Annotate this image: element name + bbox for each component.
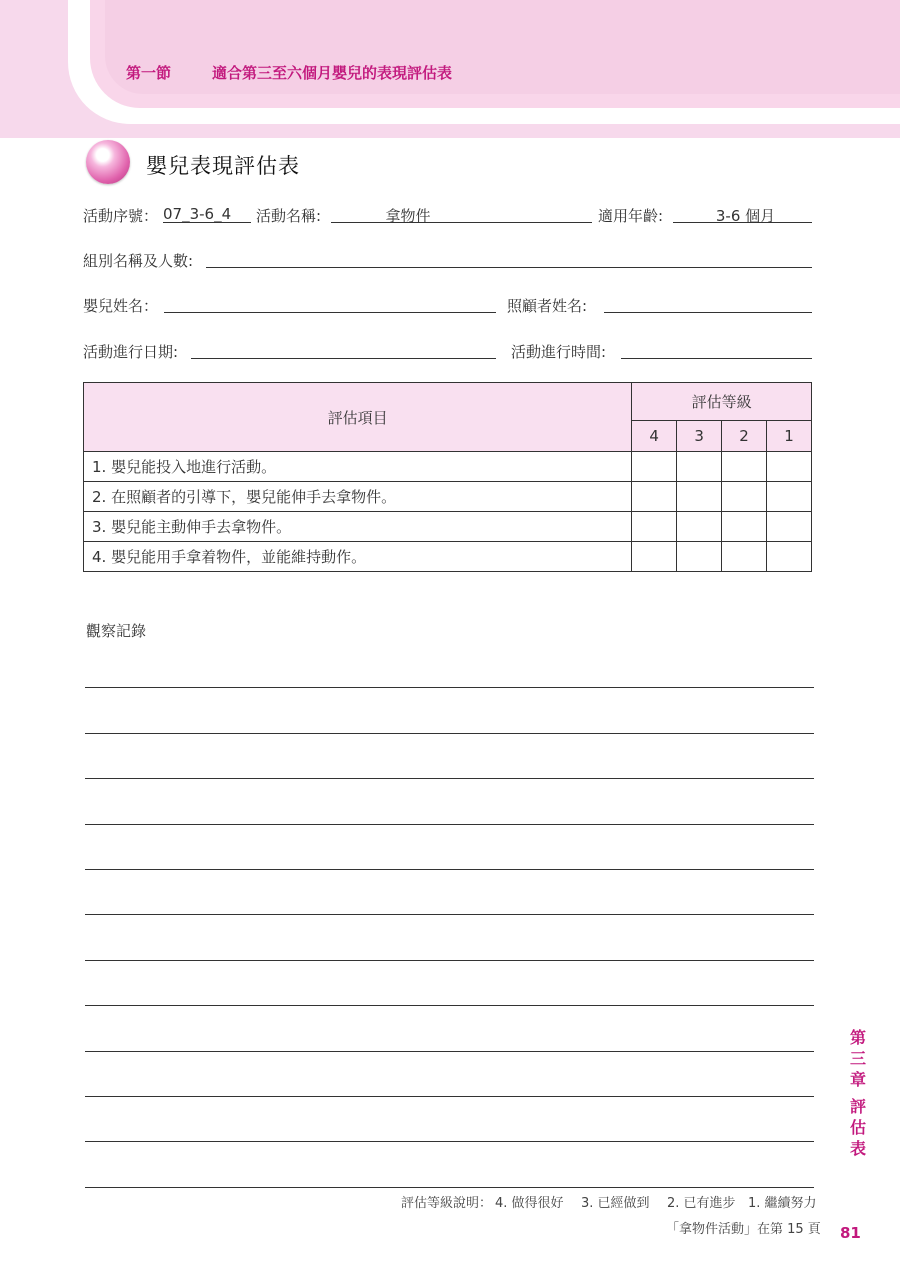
grade-checkbox-cell[interactable] xyxy=(767,452,812,482)
chapter-tab xyxy=(846,1027,870,1090)
section-title: 適合第三至六個月嬰兒的表現評估表 xyxy=(212,64,453,82)
group-label: 組別名稱及人數: xyxy=(83,252,194,270)
grade-checkbox-cell[interactable] xyxy=(677,542,722,572)
grade-1-header: 1 xyxy=(767,421,812,452)
baby-name-label: 嬰兒姓名： xyxy=(83,297,159,315)
assessment-item: 2. 在照顧者的引導下，嬰兒能伸手去拿物件。 xyxy=(84,482,632,512)
grade-2-header: 2 xyxy=(722,421,767,452)
caregiver-name-label: 照顧者姓名: xyxy=(507,297,588,315)
observation-line[interactable] xyxy=(85,914,814,915)
table-row xyxy=(84,512,812,542)
observation-line[interactable] xyxy=(85,824,814,825)
grade-checkbox-cell[interactable] xyxy=(632,482,677,512)
table-row xyxy=(84,542,812,572)
observation-line[interactable] xyxy=(85,1141,814,1142)
observation-line[interactable] xyxy=(85,1005,814,1006)
pink-bubble-icon xyxy=(86,140,130,184)
grade-legend-3: 3. 已經做到 xyxy=(581,1196,650,1211)
page-reference: 「拿物件活動」在第 15 頁 xyxy=(666,1222,821,1237)
grade-checkbox-cell[interactable] xyxy=(677,482,722,512)
caregiver-name-line xyxy=(604,312,812,313)
grade-checkbox-cell[interactable] xyxy=(677,512,722,542)
assessment-item: 3. 嬰兒能主動伸手去拿物件。 xyxy=(84,512,632,542)
grade-checkbox-cell[interactable] xyxy=(722,542,767,572)
grade-checkbox-cell[interactable] xyxy=(767,482,812,512)
chapter-char: 第 xyxy=(849,1028,866,1047)
page-title: 嬰兒表現評估表 xyxy=(146,154,300,178)
activity-name-value: 拿物件 xyxy=(385,207,431,225)
section-char: 表 xyxy=(849,1139,866,1158)
grade-legend-2: 2. 已有進步 xyxy=(667,1196,736,1211)
assessment-item: 4. 嬰兒能用手拿着物件，並能維持動作。 xyxy=(84,542,632,572)
assessment-table xyxy=(83,382,812,572)
baby-name-line xyxy=(164,312,496,313)
grade-legend-1: 1. 繼續努力 xyxy=(748,1196,817,1211)
grade-checkbox-cell[interactable] xyxy=(722,482,767,512)
item-header: 評估項目 xyxy=(84,383,632,452)
grade-checkbox-cell[interactable] xyxy=(767,512,812,542)
section-tab xyxy=(846,1096,870,1159)
observation-line[interactable] xyxy=(85,687,814,688)
grade-checkbox-cell[interactable] xyxy=(632,512,677,542)
date-line xyxy=(191,358,496,359)
activity-no-value: 07_3-6_4 xyxy=(163,205,232,223)
assessment-item: 1. 嬰兒能投入地進行活動。 xyxy=(84,452,632,482)
grade-checkbox-cell[interactable] xyxy=(722,452,767,482)
time-line xyxy=(621,358,812,359)
group-line xyxy=(206,267,812,268)
grade-checkbox-cell[interactable] xyxy=(632,452,677,482)
grade-legend-4: 4. 做得很好 xyxy=(495,1196,564,1211)
table-row xyxy=(84,452,812,482)
observation-line[interactable] xyxy=(85,733,814,734)
grade-checkbox-cell[interactable] xyxy=(632,542,677,572)
age-label: 適用年齡: xyxy=(598,207,664,225)
grade-3-header: 3 xyxy=(677,421,722,452)
observation-label: 觀察記錄 xyxy=(86,622,147,640)
grade-4-header: 4 xyxy=(632,421,677,452)
observation-line[interactable] xyxy=(85,960,814,961)
grade-checkbox-cell[interactable] xyxy=(767,542,812,572)
section-char: 估 xyxy=(849,1118,866,1137)
table-row xyxy=(84,482,812,512)
date-label: 活動進行日期: xyxy=(83,343,179,361)
chapter-char: 章 xyxy=(849,1070,866,1089)
observation-line[interactable] xyxy=(85,778,814,779)
page-number: 81 xyxy=(840,1224,861,1242)
activity-name-label: 活動名稱: xyxy=(256,207,322,225)
section-number: 第一節 xyxy=(126,64,172,82)
chapter-char: 三 xyxy=(849,1049,866,1068)
observation-line[interactable] xyxy=(85,1187,814,1188)
time-label: 活動進行時間: xyxy=(511,343,607,361)
grade-header: 評估等級 xyxy=(632,383,812,421)
observation-line[interactable] xyxy=(85,1096,814,1097)
observation-line[interactable] xyxy=(85,869,814,870)
grade-legend-label: 評估等級說明： xyxy=(401,1196,493,1211)
grade-checkbox-cell[interactable] xyxy=(722,512,767,542)
age-value: 3-6 個月 xyxy=(715,207,776,225)
section-char: 評 xyxy=(849,1097,866,1116)
activity-no-label: 活動序號： xyxy=(83,207,159,225)
grade-checkbox-cell[interactable] xyxy=(677,452,722,482)
observation-line[interactable] xyxy=(85,1051,814,1052)
